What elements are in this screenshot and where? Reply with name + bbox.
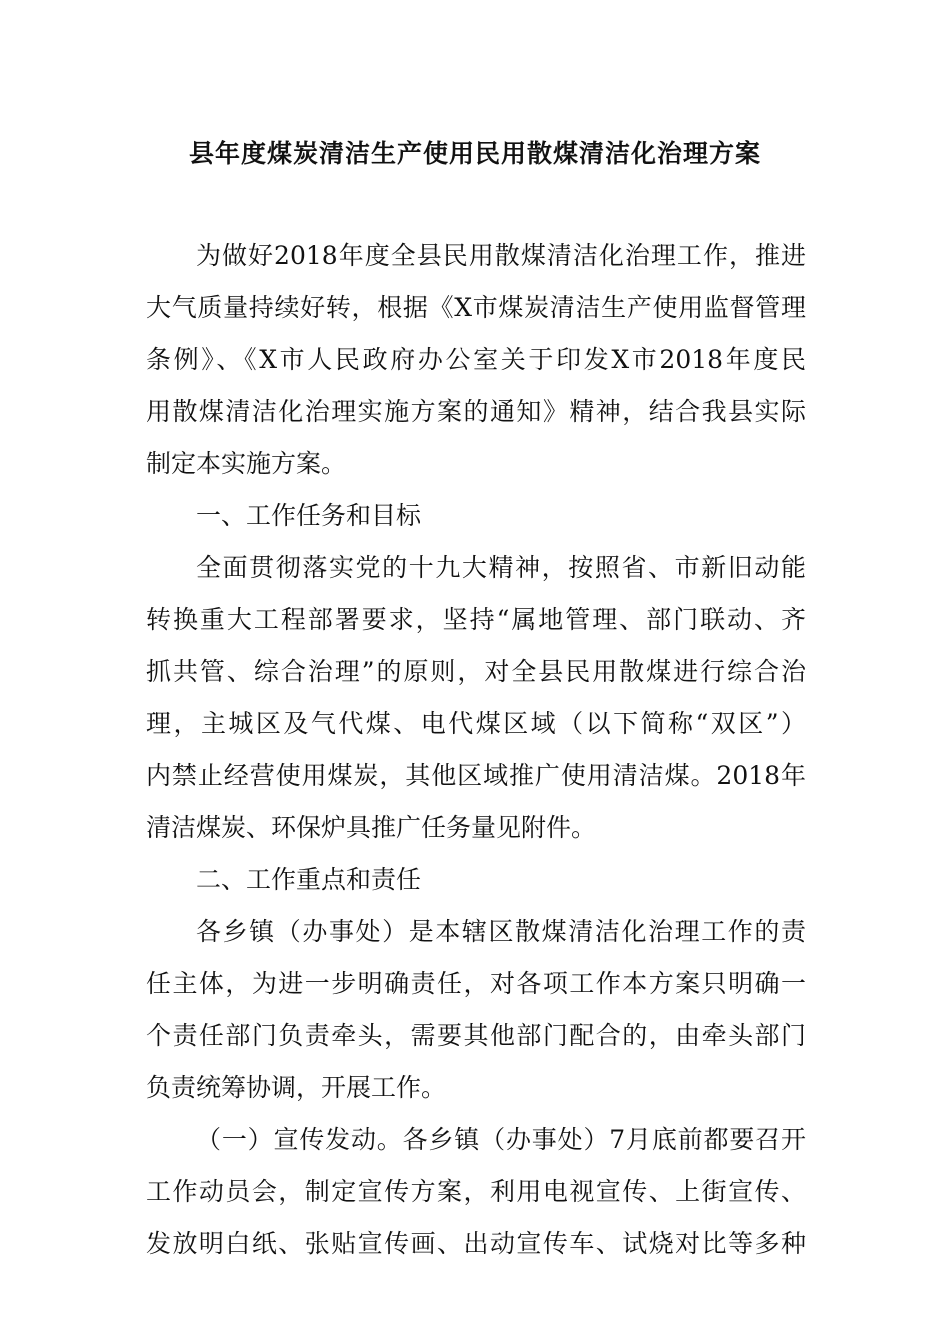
text-line: 二、工作重点和责任 bbox=[196, 865, 422, 894]
text-line: 发放明白纸、张贴宣传画、出动宣传车、试烧对比等多种 bbox=[146, 1229, 806, 1258]
document-body bbox=[146, 230, 806, 1270]
text-line: 理，主城区及气代煤、电代煤区域（以下简称“双区”） bbox=[146, 709, 806, 738]
text-line: （一）宣传发动。各乡镇（办事处）7月底前都要召开 bbox=[196, 1125, 806, 1154]
text-line: 内禁止经营使用煤炭，其他区域推广使用清洁煤。2018年 bbox=[146, 761, 806, 790]
text-line: 工作动员会，制定宣传方案，利用电视宣传、上街宣传、 bbox=[146, 1177, 806, 1206]
text-line: 转换重大工程部署要求，坚持“属地管理、部门联动、齐 bbox=[146, 605, 806, 634]
text-line: 任主体，为进一步明确责任，对各项工作本方案只明确一 bbox=[146, 969, 806, 998]
text-line: 清洁煤炭、环保炉具推广任务量见附件。 bbox=[146, 813, 597, 842]
text-line: 条例》、《X市人民政府办公室关于印发X市2018年度民 bbox=[146, 345, 806, 374]
text-line: 制定本实施方案。 bbox=[146, 449, 347, 478]
text-line: 为做好2018年度全县民用散煤清洁化治理工作，推进 bbox=[196, 241, 806, 270]
text-line: 大气质量持续好转，根据《X市煤炭清洁生产使用监督管理 bbox=[146, 293, 806, 322]
text-line: 一、工作任务和目标 bbox=[196, 501, 422, 530]
text-line: 全面贯彻落实党的十九大精神，按照省、市新旧动能 bbox=[196, 553, 806, 582]
text-line: 各乡镇（办事处）是本辖区散煤清洁化治理工作的责 bbox=[196, 917, 806, 946]
text-line: 个责任部门负责牵头，需要其他部门配合的，由牵头部门 bbox=[146, 1021, 806, 1050]
text-line: 负责统筹协调，开展工作。 bbox=[146, 1073, 447, 1102]
document-title: 县年度煤炭清洁生产使用民用散煤清洁化治理方案 bbox=[188, 139, 761, 168]
text-line: 用散煤清洁化治理实施方案的通知》精神，结合我县实际 bbox=[146, 397, 806, 426]
text-line: 抓共管、综合治理”的原则，对全县民用散煤进行综合治 bbox=[146, 657, 806, 686]
